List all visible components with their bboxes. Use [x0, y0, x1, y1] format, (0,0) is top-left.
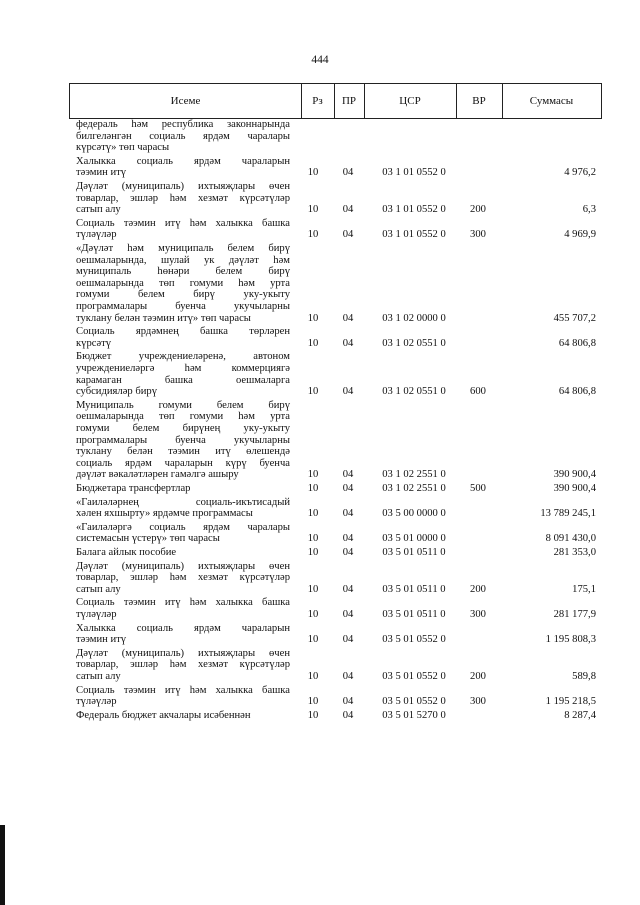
row-name-line: Муниципаль гомуми белем бирү	[76, 399, 290, 411]
table-row	[0, 648, 640, 683]
table-row	[0, 685, 640, 708]
row-csr: 03 5 01 0511 0	[382, 608, 446, 620]
row-name-line: сатып алу	[76, 204, 121, 216]
row-sum: 1 195 808,3	[545, 634, 596, 646]
row-sum: 8 091 430,0	[545, 533, 596, 545]
row-rz: 10	[307, 608, 319, 620]
row-name-line: товарлар, эшләр һәм хезмәт күрсәтүләр	[76, 192, 290, 204]
row-pr: 04	[342, 386, 354, 398]
row-pr: 04	[342, 547, 354, 558]
row-name	[76, 497, 290, 520]
row-name-line: тәэмин итү	[76, 167, 127, 179]
table-row	[0, 326, 640, 349]
row-csr: 03 1 02 0000 0	[382, 312, 446, 324]
row-name-line: Халыкка социаль ярдәм чараларын	[76, 155, 290, 167]
row-name-line: туклану белән тәэмин итү өлешендә	[76, 446, 290, 458]
row-csr: 03 1 02 2551 0	[382, 469, 446, 481]
row-name-line: карамаган башка оешмаларга	[76, 374, 290, 386]
row-rz: 10	[307, 508, 319, 520]
row-name-line: дәүләт вәкаләтләрен гамәлгә ашыру	[76, 469, 239, 481]
row-csr: 03 1 01 0552 0	[382, 167, 446, 179]
row-name-line: хәлен яхшырту» ярдәмче программасы	[76, 508, 253, 520]
row-name-line: программалары буенча укучыларны	[76, 434, 290, 446]
row-name-line: Федераль бюджет акчалары исәбеннән	[76, 709, 251, 721]
row-name-line: Дәүләт (муниципаль) ихтыяҗлары өчен	[76, 181, 290, 192]
row-name	[76, 623, 290, 646]
row-name-line: Социаль тәэмин итү һәм халыкка башка	[76, 684, 290, 696]
row-sum: 455 707,2	[553, 312, 596, 324]
row-name-line: Социаль ярдәмнең башка төрләрен	[76, 326, 290, 338]
row-vr: 300	[470, 696, 486, 708]
row-pr: 04	[342, 483, 354, 494]
row-sum: 4 976,2	[564, 167, 596, 179]
table-row	[0, 483, 640, 495]
row-name-line: сатып алу	[76, 583, 121, 595]
row-rz: 10	[307, 634, 319, 646]
row-name	[76, 685, 290, 708]
table-row	[0, 561, 640, 596]
row-name-line: түләүләр	[76, 608, 117, 620]
row-name-line: федераль һәм республика законнарында	[76, 119, 290, 130]
row-csr: 03 1 01 0552 0	[382, 229, 446, 241]
row-pr: 04	[342, 533, 354, 545]
header-vr: ВР	[472, 95, 486, 107]
row-name-line: Халыкка социаль ярдәм чараларын	[76, 622, 290, 634]
table-row	[0, 497, 640, 520]
row-sum: 281 177,9	[553, 608, 596, 620]
table-row	[0, 623, 640, 646]
row-rz: 10	[307, 229, 319, 241]
table-row	[0, 400, 640, 481]
row-name	[76, 119, 290, 154]
row-name-line: түләүләр	[76, 229, 117, 241]
header-csr: ЦСР	[399, 95, 421, 107]
row-sum: 390 900,4	[553, 483, 596, 494]
row-name-line: тәэмин итү	[76, 634, 127, 646]
row-rz: 10	[307, 547, 319, 558]
row-pr: 04	[342, 204, 354, 216]
row-name	[76, 218, 290, 241]
row-pr: 04	[342, 469, 354, 481]
row-vr: 200	[470, 583, 486, 595]
row-name	[76, 351, 290, 397]
row-name	[76, 243, 290, 324]
row-rz: 10	[307, 312, 319, 324]
row-rz: 10	[307, 386, 319, 398]
scan-edge-bar	[0, 825, 5, 905]
row-name-line: сатып алу	[76, 670, 121, 682]
row-pr: 04	[342, 312, 354, 324]
row-name-line: программалары буенча укучыларны	[76, 300, 290, 312]
table-row	[0, 597, 640, 620]
table-row	[0, 156, 640, 179]
row-name-line: оешмаларында төп гомуми һәм урта	[76, 277, 290, 289]
row-name-line: билгеләнгән социаль ярдәм чаралары	[76, 130, 290, 142]
row-name	[76, 597, 290, 620]
row-name	[76, 400, 290, 481]
table-row	[0, 181, 640, 216]
row-pr: 04	[342, 670, 354, 682]
row-sum: 8 287,4	[564, 709, 596, 721]
row-vr: 200	[470, 670, 486, 682]
row-name-line: күрсәтү	[76, 337, 112, 349]
table-header	[69, 83, 602, 119]
row-rz: 10	[307, 337, 319, 349]
row-name-line: гомуми белем бирү уку-укыту	[76, 289, 290, 301]
row-pr: 04	[342, 229, 354, 241]
row-sum: 175,1	[572, 583, 596, 595]
table-row	[0, 710, 640, 722]
row-sum: 13 789 245,1	[540, 508, 596, 520]
table-row	[0, 243, 640, 324]
row-vr: 600	[470, 386, 486, 398]
row-pr: 04	[342, 608, 354, 620]
row-csr: 03 5 01 0552 0	[382, 634, 446, 646]
row-csr: 03 1 01 0552 0	[382, 204, 446, 216]
row-name-line: күрсәтү» төп чарасы	[76, 142, 170, 154]
row-sum: 589,8	[572, 670, 596, 682]
row-name-line: Дәүләт (муниципаль) ихтыяҗлары өчен	[76, 560, 290, 572]
row-name-line: Дәүләт (муниципаль) ихтыяҗлары өчен	[76, 647, 290, 659]
row-name-line: товарлар, эшләр һәм хезмәт күрсәтүләр	[76, 572, 290, 584]
row-name-line: оешмаларында төп гомуми һәм урта	[76, 411, 290, 423]
row-name-line: социаль ярдәм чараларын күрү буенча	[76, 457, 290, 469]
row-pr: 04	[342, 583, 354, 595]
row-rz: 10	[307, 204, 319, 216]
table-row	[0, 547, 640, 559]
row-name	[76, 181, 290, 216]
row-name-line: Бюджет учреждениеләренә, автоном	[76, 351, 290, 363]
row-vr: 300	[470, 229, 486, 241]
row-name	[76, 648, 290, 683]
row-pr: 04	[342, 508, 354, 520]
row-sum: 4 969,9	[564, 229, 596, 241]
header-sum: Суммасы	[529, 95, 574, 107]
table-row	[0, 218, 640, 241]
row-name	[76, 710, 290, 722]
row-name	[76, 547, 290, 559]
row-sum: 390 900,4	[553, 469, 596, 481]
row-rz: 10	[307, 709, 319, 721]
row-name-line: субсидияләр бирү	[76, 386, 157, 398]
row-name-line: оешмаларында, шулай ук дәүләт һәм	[76, 254, 290, 266]
row-pr: 04	[342, 337, 354, 349]
table-row	[0, 522, 640, 545]
row-name-line: Социаль тәэмин итү һәм халыкка башка	[76, 217, 290, 229]
row-rz: 10	[307, 670, 319, 682]
row-sum: 64 806,8	[558, 337, 596, 349]
row-pr: 04	[342, 709, 354, 721]
row-rz: 10	[307, 483, 319, 494]
row-name	[76, 326, 290, 349]
row-csr: 03 5 01 0000 0	[382, 533, 446, 545]
header-pr: ПР	[341, 95, 357, 107]
row-pr: 04	[342, 167, 354, 179]
row-rz: 10	[307, 167, 319, 179]
row-name-line: «Гаиләләрнең социаль-икътисадый	[76, 496, 290, 508]
header-rz: Рз	[312, 95, 323, 107]
row-rz: 10	[307, 583, 319, 595]
row-csr: 03 5 00 0000 0	[382, 508, 446, 520]
table-row	[0, 351, 640, 397]
page-number: 444	[311, 54, 329, 66]
row-csr: 03 5 01 0552 0	[382, 670, 446, 682]
row-rz: 10	[307, 696, 319, 708]
row-name-line: «Дәүләт һәм муниципаль белем бирү	[76, 243, 290, 254]
row-sum: 281 353,0	[553, 547, 596, 558]
row-rz: 10	[307, 533, 319, 545]
row-vr: 200	[470, 204, 486, 216]
row-name	[76, 156, 290, 179]
row-name-line: учреждениеләргә һәм коммерциягә	[76, 362, 290, 374]
row-sum: 64 806,8	[558, 386, 596, 398]
row-name-line: системасын үстерү» төп чарасы	[76, 533, 220, 545]
row-csr: 03 1 02 0551 0	[382, 337, 446, 349]
row-name-line: товарлар, эшләр һәм хезмәт күрсәтүләр	[76, 659, 290, 671]
row-name-line: туклану белән тәэмин итү» төп чарасы	[76, 312, 251, 324]
row-csr: 03 1 02 2551 0	[382, 483, 446, 494]
table-row	[0, 119, 640, 154]
row-csr: 03 5 01 0511 0	[382, 583, 446, 595]
header-name: Исеме	[170, 95, 201, 107]
row-csr: 03 5 01 0552 0	[382, 696, 446, 708]
row-csr: 03 1 02 0551 0	[382, 386, 446, 398]
row-csr: 03 5 01 5270 0	[382, 709, 446, 721]
row-name-line: «Гаиләләргә социаль ярдәм чаралары	[76, 521, 290, 533]
row-name-line: түләүләр	[76, 696, 117, 708]
row-name	[76, 561, 290, 596]
row-name-line: Социаль тәэмин итү һәм халыкка башка	[76, 597, 290, 609]
row-name-line: Бюджетара трансфертлар	[76, 483, 191, 494]
row-vr: 500	[470, 483, 486, 494]
row-vr: 300	[470, 608, 486, 620]
row-name-line: муниципаль һөнәри белем бирү	[76, 266, 290, 278]
row-rz: 10	[307, 469, 319, 481]
row-name	[76, 522, 290, 545]
row-pr: 04	[342, 634, 354, 646]
row-name-line: гомуми белем бирүнең уку-укыту	[76, 422, 290, 434]
row-name-line: Балага айлык пособие	[76, 547, 177, 558]
row-pr: 04	[342, 696, 354, 708]
row-sum: 1 195 218,5	[545, 696, 596, 708]
row-csr: 03 5 01 0511 0	[382, 547, 446, 558]
row-sum: 6,3	[582, 204, 596, 216]
row-name	[76, 483, 290, 495]
